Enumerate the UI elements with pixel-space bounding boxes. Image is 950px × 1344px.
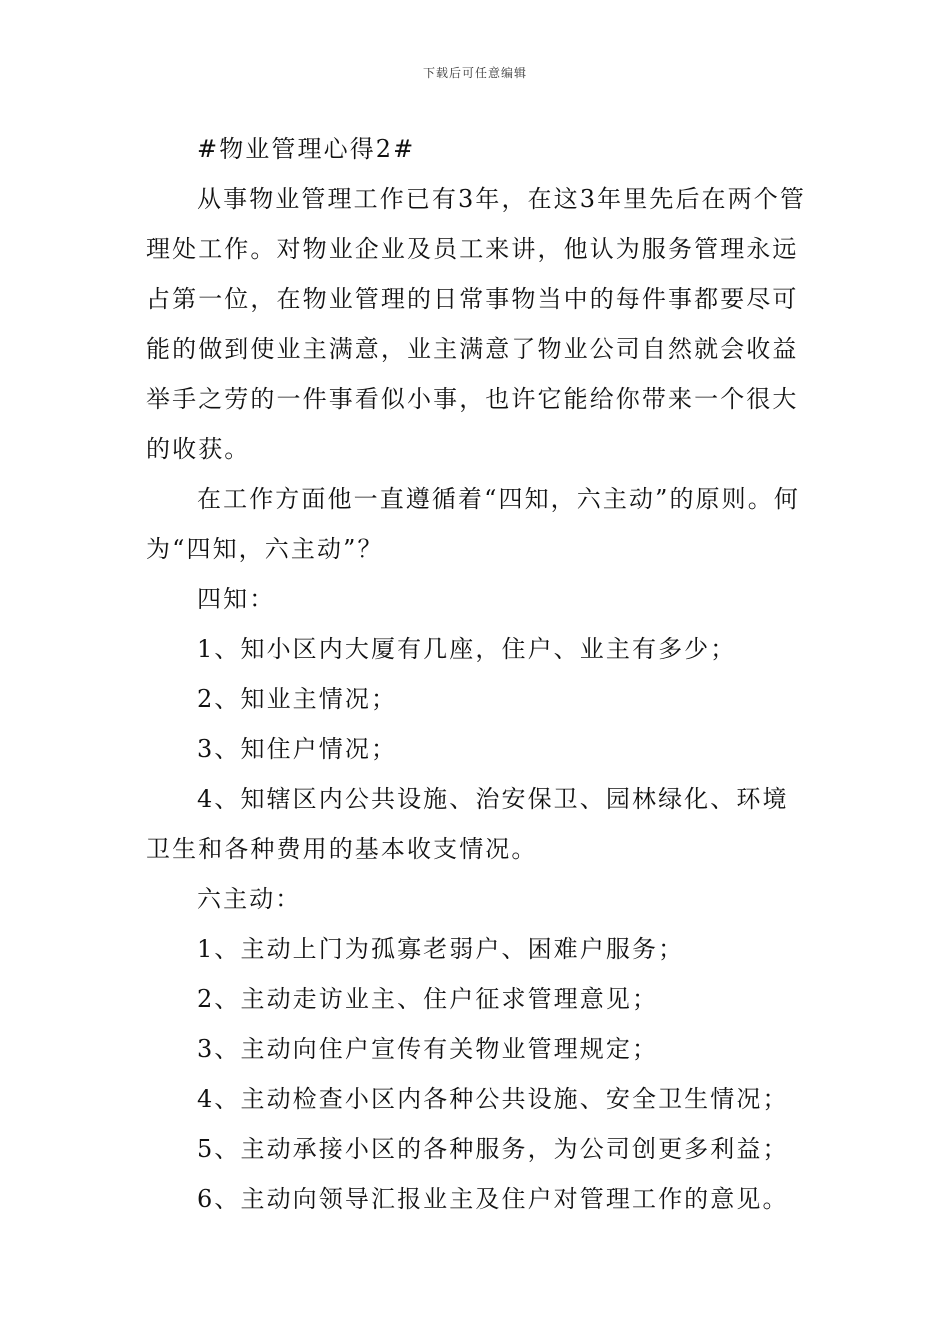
list-item: 5、主动承接小区的各种服务，为公司创更多利益； — [197, 1135, 789, 1163]
list-item: 4、主动检查小区内各种公共设施、安全卫生情况； — [197, 1085, 789, 1113]
list-item: 4、知辖区内公共设施、治安保卫、园林绿化、环境卫生和各种费用的基本收支情况。 — [146, 785, 789, 863]
list-item: 2、主动走访业主、住户征求管理意见； — [197, 985, 659, 1013]
list-item: 3、主动向住户宣传有关物业管理规定； — [197, 1035, 659, 1063]
four-know-heading: 四知： — [197, 585, 276, 613]
list-item: 1、主动上门为孤寡老弱户、困难户服务； — [197, 935, 685, 963]
document-title: #物业管理心得2# — [197, 135, 416, 163]
download-note: 下载后可任意编辑 — [422, 66, 527, 80]
list-item: 1、知小区内大厦有几座，住户、业主有多少； — [197, 635, 737, 663]
document-body — [146, 124, 810, 1224]
list-item: 3、知住户情况； — [197, 735, 398, 763]
list-item: 2、知业主情况； — [197, 685, 398, 713]
principle-paragraph: 在工作方面他一直遵循着“四知，六主动”的原则。何为“四知，六主动”？ — [146, 485, 800, 563]
six-active-heading: 六主动： — [197, 885, 302, 913]
list-item: 6、主动向领导汇报业主及住户对管理工作的意见。 — [197, 1185, 789, 1213]
intro-paragraph: 从事物业管理工作已有3年，在这3年里先后在两个管理处工作。对物业企业及员工来讲，他认为服务管理永远占第一位，在物业管理的日常事物当中的每件事都要尽可能的做到使业主满意，业主满意了物业公司自然就会收益举手之劳的一件事看似小事，也许它能给你带来一个很大的收获。 — [146, 185, 806, 463]
